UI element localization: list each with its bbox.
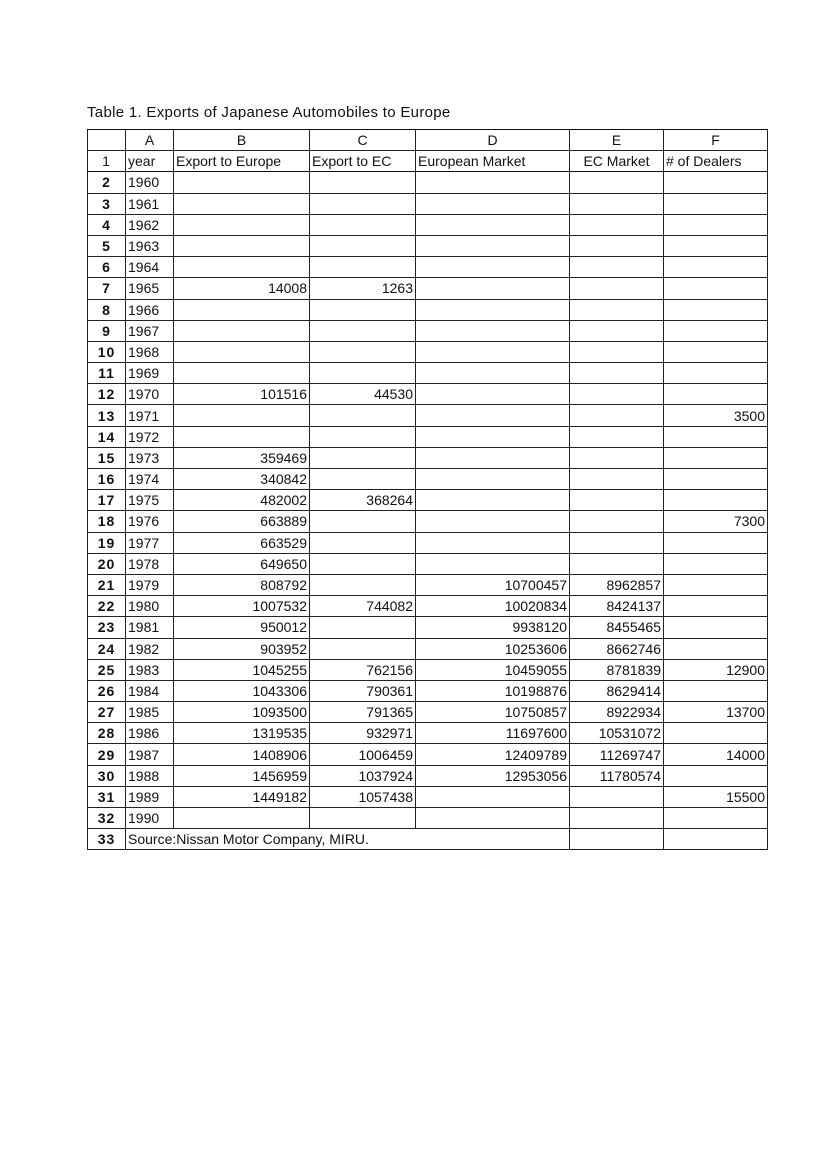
cell-dealers xyxy=(664,447,768,468)
cell-european-market: 12409789 xyxy=(416,744,570,765)
table-row xyxy=(88,532,768,553)
table-row xyxy=(88,447,768,468)
cell-year: 1970 xyxy=(126,384,174,405)
cell-export-to-europe xyxy=(174,172,310,193)
cell-european-market: 10198876 xyxy=(416,680,570,701)
table-row xyxy=(88,214,768,235)
cell-european-market xyxy=(416,384,570,405)
table-row xyxy=(88,702,768,723)
cell-year: 1985 xyxy=(126,702,174,723)
cell-export-to-ec xyxy=(310,257,416,278)
cell-ec-market xyxy=(570,384,664,405)
row-number: 3 xyxy=(88,193,126,214)
row-number: 33 xyxy=(88,829,126,850)
cell-ec-market: 8424137 xyxy=(570,596,664,617)
table-row xyxy=(88,808,768,829)
table-row xyxy=(88,553,768,574)
cell-export-to-europe: 1456959 xyxy=(174,765,310,786)
cell-export-to-europe: 359469 xyxy=(174,447,310,468)
cell-export-to-europe xyxy=(174,341,310,362)
cell-ec-market xyxy=(570,341,664,362)
cell-export-to-europe: 340842 xyxy=(174,469,310,490)
row-number: 16 xyxy=(88,469,126,490)
cell-export-to-ec: 791365 xyxy=(310,702,416,723)
cell-ec-market xyxy=(570,447,664,468)
cell-export-to-europe: 1449182 xyxy=(174,786,310,807)
column-letter: E xyxy=(570,130,664,151)
cell-export-to-europe xyxy=(174,405,310,426)
cell-dealers xyxy=(664,299,768,320)
cell-export-to-europe: 101516 xyxy=(174,384,310,405)
table-row xyxy=(88,426,768,447)
row-number: 13 xyxy=(88,405,126,426)
cell-european-market xyxy=(416,447,570,468)
corner-cell xyxy=(88,130,126,151)
cell-ec-market: 8922934 xyxy=(570,702,664,723)
cell-ec-market xyxy=(570,808,664,829)
cell-year: 1984 xyxy=(126,680,174,701)
cell-ec-market xyxy=(570,532,664,553)
cell-dealers xyxy=(664,532,768,553)
cell-ec-market: 10531072 xyxy=(570,723,664,744)
cell-export-to-europe: 1408906 xyxy=(174,744,310,765)
row-number: 23 xyxy=(88,617,126,638)
cell-dealers xyxy=(664,193,768,214)
cell-export-to-ec xyxy=(310,574,416,595)
row-number: 29 xyxy=(88,744,126,765)
cell-export-to-ec: 1037924 xyxy=(310,765,416,786)
row-number: 32 xyxy=(88,808,126,829)
cell-year: 1976 xyxy=(126,511,174,532)
cell-european-market xyxy=(416,553,570,574)
table-row xyxy=(88,257,768,278)
cell-ec-market xyxy=(570,490,664,511)
cell-dealers xyxy=(664,426,768,447)
cell-export-to-europe: 1045255 xyxy=(174,659,310,680)
cell-ec-market: 8781839 xyxy=(570,659,664,680)
cell-export-to-europe: 663529 xyxy=(174,532,310,553)
cell-year: 1963 xyxy=(126,235,174,256)
cell-year: 1990 xyxy=(126,808,174,829)
column-letter: A xyxy=(126,130,174,151)
cell-export-to-ec: 1006459 xyxy=(310,744,416,765)
row-number: 25 xyxy=(88,659,126,680)
row-number: 6 xyxy=(88,257,126,278)
cell-ec-market: 8629414 xyxy=(570,680,664,701)
row-number: 22 xyxy=(88,596,126,617)
row-number: 28 xyxy=(88,723,126,744)
row-number: 12 xyxy=(88,384,126,405)
cell-ec-market: 11269747 xyxy=(570,744,664,765)
header-row xyxy=(88,151,768,172)
cell-dealers xyxy=(664,574,768,595)
cell-export-to-europe: 663889 xyxy=(174,511,310,532)
row-number: 1 xyxy=(88,151,126,172)
cell-export-to-ec xyxy=(310,617,416,638)
row-number: 7 xyxy=(88,278,126,299)
table-row xyxy=(88,193,768,214)
table-row xyxy=(88,469,768,490)
cell-year: 1965 xyxy=(126,278,174,299)
cell-ec-market: 8455465 xyxy=(570,617,664,638)
cell-european-market xyxy=(416,786,570,807)
cell-ec-market: 8962857 xyxy=(570,574,664,595)
cell-dealers xyxy=(664,172,768,193)
table-row xyxy=(88,490,768,511)
column-header-ec-market: EC Market xyxy=(570,151,664,172)
cell-ec-market xyxy=(570,405,664,426)
cell-dealers: 12900 xyxy=(664,659,768,680)
cell-ec-market: 8662746 xyxy=(570,638,664,659)
cell-export-to-europe xyxy=(174,299,310,320)
cell-export-to-europe: 1007532 xyxy=(174,596,310,617)
cell-export-to-ec xyxy=(310,235,416,256)
cell-export-to-ec xyxy=(310,426,416,447)
source-note: Source:Nissan Motor Company, MIRU. xyxy=(126,829,570,850)
row-number: 21 xyxy=(88,574,126,595)
cell-export-to-europe xyxy=(174,214,310,235)
row-number: 18 xyxy=(88,511,126,532)
cell-dealers xyxy=(664,469,768,490)
cell-dealers: 13700 xyxy=(664,702,768,723)
cell-dealers xyxy=(664,638,768,659)
cell-export-to-europe: 1043306 xyxy=(174,680,310,701)
cell-european-market: 11697600 xyxy=(416,723,570,744)
cell-export-to-ec: 44530 xyxy=(310,384,416,405)
cell-ec-market xyxy=(570,214,664,235)
cell-dealers: 15500 xyxy=(664,786,768,807)
cell-year: 1960 xyxy=(126,172,174,193)
cell-dealers xyxy=(664,278,768,299)
cell-dealers: 3500 xyxy=(664,405,768,426)
cell-year: 1980 xyxy=(126,596,174,617)
cell-year: 1974 xyxy=(126,469,174,490)
cell-ec-market xyxy=(570,786,664,807)
cell-export-to-europe xyxy=(174,363,310,384)
cell-export-to-europe: 14008 xyxy=(174,278,310,299)
cell-dealers xyxy=(664,723,768,744)
cell-european-market xyxy=(416,235,570,256)
cell-european-market xyxy=(416,257,570,278)
row-number: 4 xyxy=(88,214,126,235)
column-header-dealers: # of Dealers xyxy=(664,151,768,172)
cell-export-to-ec xyxy=(310,638,416,659)
row-number: 31 xyxy=(88,786,126,807)
cell-year: 1969 xyxy=(126,363,174,384)
row-number: 9 xyxy=(88,320,126,341)
cell-year: 1967 xyxy=(126,320,174,341)
cell-dealers: 14000 xyxy=(664,744,768,765)
cell-ec-market xyxy=(570,299,664,320)
row-number: 20 xyxy=(88,553,126,574)
cell-export-to-ec xyxy=(310,447,416,468)
cell-european-market xyxy=(416,426,570,447)
column-header-european-market: European Market xyxy=(416,151,570,172)
table-row xyxy=(88,363,768,384)
cell-export-to-europe xyxy=(174,193,310,214)
cell-export-to-ec xyxy=(310,299,416,320)
table-row xyxy=(88,278,768,299)
cell-european-market xyxy=(416,299,570,320)
cell-european-market: 10700457 xyxy=(416,574,570,595)
cell-year: 1971 xyxy=(126,405,174,426)
cell-export-to-ec xyxy=(310,532,416,553)
cell-year: 1982 xyxy=(126,638,174,659)
cell-dealers xyxy=(664,490,768,511)
cell-european-market xyxy=(416,405,570,426)
row-number: 8 xyxy=(88,299,126,320)
cell-european-market: 12953056 xyxy=(416,765,570,786)
row-number: 2 xyxy=(88,172,126,193)
cell-dealers xyxy=(664,235,768,256)
cell-export-to-ec xyxy=(310,808,416,829)
cell-european-market: 9938120 xyxy=(416,617,570,638)
row-number: 15 xyxy=(88,447,126,468)
table-title: Table 1. Exports of Japanese Automobiles to Europe xyxy=(87,104,451,121)
cell-year: 1966 xyxy=(126,299,174,320)
cell-export-to-europe: 482002 xyxy=(174,490,310,511)
cell-ec-market xyxy=(570,235,664,256)
cell-ec-market xyxy=(570,426,664,447)
row-number: 10 xyxy=(88,341,126,362)
cell-year: 1961 xyxy=(126,193,174,214)
table-row xyxy=(88,341,768,362)
cell-export-to-ec xyxy=(310,341,416,362)
cell-export-to-ec: 368264 xyxy=(310,490,416,511)
cell-dealers xyxy=(664,553,768,574)
column-letter: B xyxy=(174,130,310,151)
cell-dealers xyxy=(664,596,768,617)
table-row xyxy=(88,638,768,659)
cell-year: 1962 xyxy=(126,214,174,235)
table-row xyxy=(88,511,768,532)
column-letter: D xyxy=(416,130,570,151)
row-number: 5 xyxy=(88,235,126,256)
cell-export-to-ec xyxy=(310,405,416,426)
column-header-export-to-europe: Export to Europe xyxy=(174,151,310,172)
cell-year: 1978 xyxy=(126,553,174,574)
row-number: 17 xyxy=(88,490,126,511)
cell-dealers xyxy=(664,384,768,405)
cell-year: 1979 xyxy=(126,574,174,595)
cell-export-to-ec xyxy=(310,553,416,574)
cell-export-to-ec: 790361 xyxy=(310,680,416,701)
cell-european-market: 10750857 xyxy=(416,702,570,723)
cell-ec-market xyxy=(570,172,664,193)
table-row xyxy=(88,744,768,765)
cell-export-to-ec xyxy=(310,469,416,490)
cell-dealers xyxy=(664,341,768,362)
cell-ec-market xyxy=(570,469,664,490)
cell-dealers xyxy=(664,257,768,278)
cell-year: 1972 xyxy=(126,426,174,447)
cell-year: 1968 xyxy=(126,341,174,362)
table-row xyxy=(88,574,768,595)
cell-export-to-europe xyxy=(174,426,310,447)
cell-dealers xyxy=(664,617,768,638)
cell-european-market xyxy=(416,532,570,553)
table-row xyxy=(88,320,768,341)
cell-european-market xyxy=(416,278,570,299)
row-number: 26 xyxy=(88,680,126,701)
cell-dealers xyxy=(664,363,768,384)
cell-year: 1977 xyxy=(126,532,174,553)
cell-export-to-ec xyxy=(310,363,416,384)
table-row xyxy=(88,596,768,617)
cell-year: 1964 xyxy=(126,257,174,278)
cell-export-to-europe xyxy=(174,320,310,341)
cell-ec-market xyxy=(570,553,664,574)
cell-year: 1973 xyxy=(126,447,174,468)
cell-dealers xyxy=(664,680,768,701)
table-row xyxy=(88,786,768,807)
cell-export-to-europe xyxy=(174,235,310,256)
cell-year: 1983 xyxy=(126,659,174,680)
exports-table xyxy=(87,129,768,850)
cell-year: 1988 xyxy=(126,765,174,786)
column-header-year: year xyxy=(126,151,174,172)
cell-european-market xyxy=(416,193,570,214)
cell-dealers xyxy=(664,829,768,850)
column-letter: C xyxy=(310,130,416,151)
cell-export-to-ec xyxy=(310,320,416,341)
table-row xyxy=(88,384,768,405)
cell-ec-market: 11780574 xyxy=(570,765,664,786)
table-row xyxy=(88,765,768,786)
cell-european-market xyxy=(416,172,570,193)
table-row xyxy=(88,172,768,193)
cell-year: 1975 xyxy=(126,490,174,511)
cell-ec-market xyxy=(570,829,664,850)
cell-european-market: 10020834 xyxy=(416,596,570,617)
cell-european-market xyxy=(416,469,570,490)
cell-export-to-europe xyxy=(174,808,310,829)
column-header-export-to-ec: Export to EC xyxy=(310,151,416,172)
cell-dealers xyxy=(664,320,768,341)
cell-year: 1981 xyxy=(126,617,174,638)
cell-european-market: 10459055 xyxy=(416,659,570,680)
cell-european-market xyxy=(416,320,570,341)
cell-export-to-ec xyxy=(310,214,416,235)
row-number: 30 xyxy=(88,765,126,786)
column-letter-row xyxy=(88,130,768,151)
cell-dealers xyxy=(664,765,768,786)
cell-export-to-europe: 1093500 xyxy=(174,702,310,723)
cell-ec-market xyxy=(570,278,664,299)
table-row xyxy=(88,235,768,256)
cell-export-to-ec xyxy=(310,511,416,532)
cell-european-market xyxy=(416,363,570,384)
cell-export-to-ec xyxy=(310,193,416,214)
cell-european-market xyxy=(416,511,570,532)
cell-export-to-europe: 950012 xyxy=(174,617,310,638)
cell-export-to-europe: 649650 xyxy=(174,553,310,574)
table-row xyxy=(88,405,768,426)
table-row xyxy=(88,723,768,744)
cell-export-to-ec: 1263 xyxy=(310,278,416,299)
table-row xyxy=(88,299,768,320)
cell-export-to-ec: 932971 xyxy=(310,723,416,744)
cell-european-market xyxy=(416,490,570,511)
cell-export-to-ec: 744082 xyxy=(310,596,416,617)
row-number: 14 xyxy=(88,426,126,447)
cell-ec-market xyxy=(570,193,664,214)
cell-export-to-ec: 1057438 xyxy=(310,786,416,807)
cell-year: 1989 xyxy=(126,786,174,807)
cell-european-market xyxy=(416,341,570,362)
cell-export-to-europe: 903952 xyxy=(174,638,310,659)
column-letter: F xyxy=(664,130,768,151)
table-row xyxy=(88,680,768,701)
table-row xyxy=(88,659,768,680)
cell-export-to-europe: 808792 xyxy=(174,574,310,595)
row-number: 27 xyxy=(88,702,126,723)
cell-export-to-europe xyxy=(174,257,310,278)
cell-european-market xyxy=(416,214,570,235)
cell-dealers: 7300 xyxy=(664,511,768,532)
cell-european-market xyxy=(416,808,570,829)
row-number: 19 xyxy=(88,532,126,553)
cell-year: 1987 xyxy=(126,744,174,765)
row-number: 24 xyxy=(88,638,126,659)
cell-ec-market xyxy=(570,511,664,532)
cell-year: 1986 xyxy=(126,723,174,744)
source-row xyxy=(88,829,768,850)
row-number: 11 xyxy=(88,363,126,384)
cell-european-market: 10253606 xyxy=(416,638,570,659)
cell-ec-market xyxy=(570,363,664,384)
cell-export-to-europe: 1319535 xyxy=(174,723,310,744)
cell-dealers xyxy=(664,214,768,235)
cell-export-to-ec xyxy=(310,172,416,193)
cell-dealers xyxy=(664,808,768,829)
cell-export-to-ec: 762156 xyxy=(310,659,416,680)
cell-ec-market xyxy=(570,257,664,278)
cell-ec-market xyxy=(570,320,664,341)
table-row xyxy=(88,617,768,638)
